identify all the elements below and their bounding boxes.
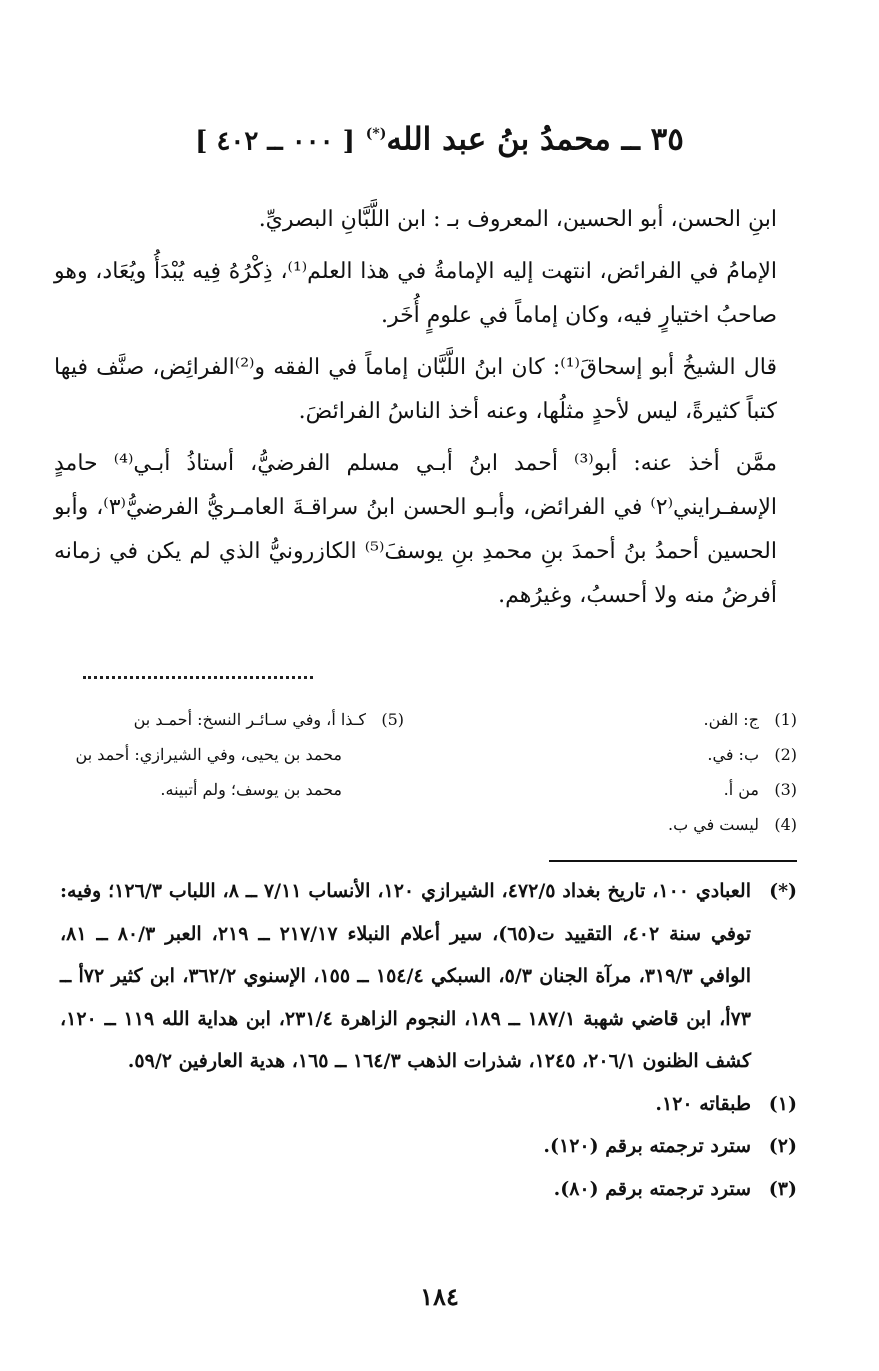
note-text: كـذا أ، وفي سـائـر النسخ: أحمـد بن	[133, 710, 366, 729]
footnote-rule	[549, 860, 797, 862]
footnote-number: (١)	[768, 1092, 797, 1115]
footnote-text: سترد ترجمته برقم (١٢٠).	[543, 1135, 751, 1157]
footnote-number: (٣)	[768, 1177, 797, 1200]
note-text: من أ.	[723, 780, 759, 799]
biography-text	[54, 198, 797, 626]
page-number: ١٨٤	[420, 1282, 459, 1311]
notes-separator	[83, 676, 313, 679]
note-number: (4)	[774, 815, 797, 834]
entry-dates: [ ٠٠٠ ــ ٤٠٢ ]	[195, 126, 355, 157]
footnote-text: سترد ترجمته برقم (٨٠).	[553, 1177, 751, 1200]
footnote-number: (*)	[769, 880, 797, 902]
manuscript-notes-right	[75, 702, 404, 807]
note-text: ليست في ب.	[668, 815, 759, 834]
paragraph-students: ممَّن أخذ عنه: أبو⁽³⁾ أحمد ابنُ أبـي مسلم الفرضيُّ، أستاذُ أبـي⁽⁴⁾ حامدٍ الإسفـرايني⁽٢⁾ في الفرائض، وأبـو الحسن ابنُ سراقـةَ العامـريُّ الفرضيُّ⁽٣⁾، وأبو الحسين أحمدُ بنُ أحمدَ بنِ محمدِ بنِ يوسفَ⁽⁵⁾ الكازرونيُّ الذي لم يكن في زمانه أفرضُ منه ولا أحسبُ، وغيرُهم.	[54, 451, 777, 608]
note-row	[497, 807, 797, 842]
footnote-row	[60, 1168, 797, 1211]
note-number: (3)	[774, 780, 797, 799]
note-number: (2)	[774, 745, 797, 764]
note-text-continued: محمد بن يحيى، وفي الشيرازي: أحمد بن	[75, 745, 342, 764]
note-row	[497, 772, 797, 807]
footnote-number: (٢)	[768, 1135, 797, 1157]
note-row	[497, 702, 797, 737]
entry-heading	[60, 112, 819, 163]
footnote-text: طبقاته ١٢٠.	[655, 1092, 751, 1115]
footnote-text: العبادي ١٠٠، تاريخ بغداد ٤٧٢/٥، الشيرازي ١٢٠، الأنساب ٧/١١ ــ ٨، اللباب ١٢٦/٣؛ وفيه: توفي سنة ٤٠٢، التقييد ت(٦٥)، سير أعلام النبلاء ٢١٧/١٧ ــ ٢١٩، العبر ٨٠/٣ ــ ٨١، الوافي ٣١٩/٣، مرآة الجنان ٥/٣، السبكي ١٥٤/٤ ــ ١٥٥، الإسنوي ٣٦٢/٢، ابن كثير ٧٢أ ــ ٧٣أ، ابن قاضي شهبة ١٨٧/١ ــ ١٨٩، النجوم الزاهرة ٢٣١/٤، ابن هداية الله ١١٩ ــ ١٢٠، كشف الظنون ٢٠٦/١، ١٢٤٥، شذرات الذهب ١٦٤/٣ ــ ١٦٥، هدية العارفين ٥٩/٢.	[60, 880, 752, 1072]
note-row	[497, 737, 797, 772]
note-text: ج: الفن.	[703, 710, 759, 729]
source-marker: (*)	[365, 126, 387, 142]
note-text-continued: محمد بن يوسف؛ ولم أتبينه.	[160, 780, 342, 799]
manuscript-notes-left	[497, 702, 797, 842]
footnote-row	[60, 1125, 797, 1168]
editor-footnotes	[60, 870, 797, 1210]
footnote-row	[60, 1083, 797, 1126]
note-number: (5)	[381, 710, 404, 729]
note-text: ب: في.	[707, 745, 759, 764]
note-number: (1)	[774, 710, 797, 729]
paragraph-imam: الإمامُ في الفرائض، انتهت إليه الإمامةُ في هذا العلم⁽¹⁾، ذِكْرُهُ فِيه يُبْدَأُ ويُعَاد، وهو صاحبُ اختيارٍ فيه، وكان إماماً في علومٍ أُخَر.	[54, 259, 777, 328]
paragraph-quote: قال الشيخُ أبو إسحاقَ⁽¹⁾: كان ابنُ اللَّبَّان إماماً في الفقه و⁽²⁾الفرائِض، صنَّف فيها كتباً كثيرةً، ليس لأحدٍ مثلُها، وعنه أخذ الناسُ الفرائضَ.	[54, 355, 777, 424]
paragraph-lineage: ابنِ الحسن، أبو الحسين، المعروف بـ : ابن اللَّبَّانِ البصريِّ.	[258, 207, 777, 232]
note-row	[114, 702, 404, 737]
entry-title: ٣٥ ــ محمدُ بنُ عبد الله	[386, 121, 684, 158]
footnote-sources	[60, 870, 797, 1083]
